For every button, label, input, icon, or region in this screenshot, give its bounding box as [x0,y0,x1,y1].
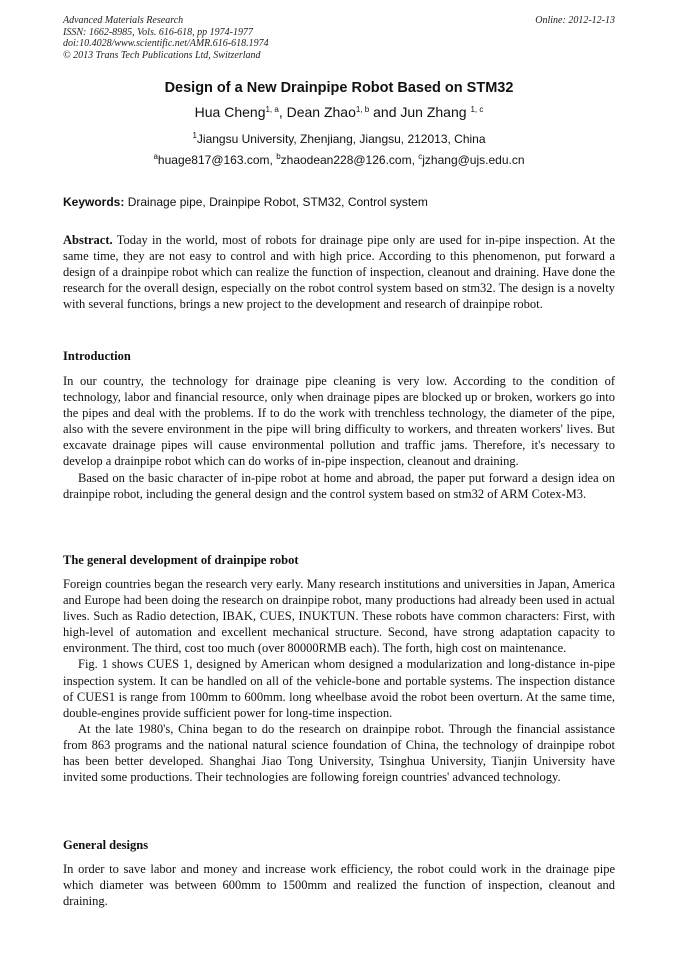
paragraph: Based on the basic character of in-pipe robot at home and abroad, the paper put forward a design idea on drainpipe robot, including the general design and the control system based on stm32 of ARM Cotex-M3. [63,470,615,501]
paragraph: In our country, the technology for drainage pipe cleaning is very low. According to the condition of technology, labor and financial resource, only when drainage pipes are blocked up or broken, workers go into the pipes and deal with the problems. If to do the work with trenchless technology, the diameter of the pipe, also with the severe environment in the pipe will bring difficulty to workers, and threaten workers' lives. But excavate drainage pipes will cause environmental pollution and traffic jams. Therefore, it's necessary to develop a drainpipe robot which can do works of in-pipe inspection, cleanout and draining. [63,374,615,469]
keywords [63,195,615,209]
abstract-label: Abstract. [63,233,113,247]
general-designs-body [63,861,615,909]
general-development-body [63,576,615,785]
section-heading: General designs [63,838,149,852]
author-name: Dean Zhao [286,104,356,120]
section-heading: Introduction [63,349,131,363]
email-address[interactable]: zhaodean228@126.com, [280,153,419,167]
abstract-text: Today in the world, most of robots for drainage pipe only are used for in-pipe inspection. At the same time, they are not easy to control and with high price. According to this phenomenon, put forward a design of a drainpipe robot which can realize the function of inspection, cleanout and draining. Have done the research for the overall design, especially on the robot control system based on stm32. The design is a novelty with several functions, brings a new project to the development and research of drainpipe robot. [63,233,615,312]
paragraph: In order to save labor and money and increase work efficiency, the robot could work in the drainage pipe which diameter was between 600mm to 1500mm and realized the function of inspection, cleanout and draining. [63,862,615,909]
journal-name: Advanced Materials Research [63,15,184,26]
paper-title: Design of a New Drainpipe Robot Based on STM32 [164,80,514,96]
paragraph: Foreign countries began the research very early. Many research institutions and universities in Japan, America and Europe had been doing the research on drainpipe robot, many productions had already been used in actual lives. Such as Radio detection, IBAK, CUES, INUKTUN. These robots have common characters: First, with high-level of automation and excellent mechanical structure. Second, have strong adaptation capacity to environment. The third, cost too much (over 80000RMB each). The forth, high cost on maintenance. [63,577,615,656]
author-superscript: 1, b [355,105,370,114]
paragraph: Fig. 1 shows CUES 1, designed by American whom designed a modularization and long-distance in-pipe inspection system. It can be handled on all of the vehicle-bone and portable systems. The inspection distance of CUES1 is range from 100mm to 600mm. long wheelbase avoid the robot been overturn. At the same time, double-engines provide sufficient power for long-time inspection. [63,657,615,720]
author-separator: , [278,104,287,120]
journal-header [63,15,615,61]
abstract [63,232,615,312]
affiliation-text: Jiangsu University, Zhenjiang, Jiangsu, 212013, China [196,132,486,146]
section-heading: The general development of drainpipe robot [63,553,299,567]
email-address[interactable]: jzhang@ujs.edu.cn [422,153,525,167]
keywords-label: Keywords: [63,195,125,209]
issn-line: ISSN: 1662-8985, Vols. 616-618, pp 1974-1977 [63,26,253,38]
author-superscript: 1, c [470,105,484,114]
email-superscript: b [276,152,281,161]
section-introduction [63,349,615,364]
section-general-development [63,553,615,568]
author-superscript: 1, a [265,105,279,114]
email-superscript: c [418,152,423,161]
affiliation [0,132,678,146]
introduction-body [63,373,615,502]
email-address[interactable]: huage817@163.com, [157,153,277,167]
online-date: Online: 2012-12-13 [535,15,615,26]
copyright-line: © 2013 Trans Tech Publications Ltd, Switzerland [63,49,261,61]
affiliation-superscript: 1 [192,131,197,140]
email-superscript: a [153,152,158,161]
author-name: Jun Zhang [400,104,471,120]
section-general-designs [63,838,615,853]
keywords-text: Drainage pipe, Drainpipe Robot, STM32, Control system [124,195,428,209]
author-separator: and [369,104,401,120]
author-name: Hua Cheng [194,104,266,120]
email-list [0,153,678,167]
paragraph: At the late 1980's, China began to do the research on drainpipe robot. Through the financial assistance from 863 programs and the national natural science foundation of China, the technology of drainpipe robot has been better developed. Shanghai Jiao Tong University, Tsinghua University, Tianjin University have invited some productions. Their technologies are following foreign countries' advanced technology. [63,721,615,785]
author-list [0,104,678,120]
doi-link[interactable]: doi:10.4028/www.scientific.net/AMR.616-618.1974 [63,38,269,49]
